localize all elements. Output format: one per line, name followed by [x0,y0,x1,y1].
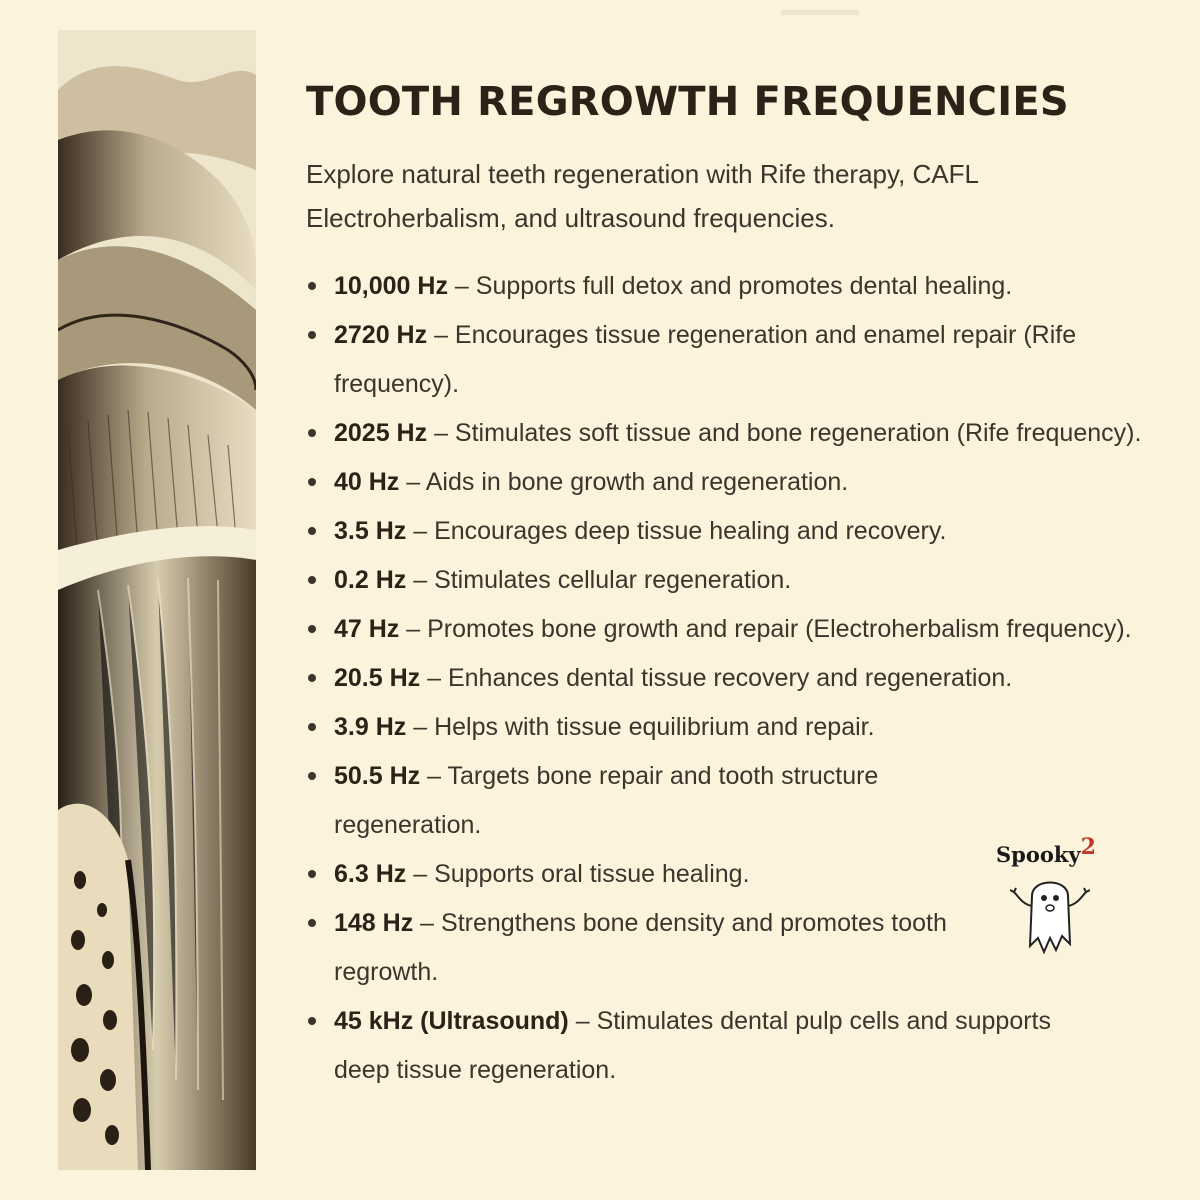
frequency-description: Helps with tissue equilibrium and repair. [434,713,875,741]
frequency-value: 50.5 Hz [334,762,421,790]
list-item [306,311,1146,409]
list-item [306,899,1054,997]
intro-text: Explore natural teeth regeneration with Rife therapy, CAFL Electroherbalism, and ultrasound frequencies. [306,159,979,233]
tooth-cross-section-icon [58,30,256,1170]
frequency-value: 6.3 Hz [334,860,407,888]
frequency-value: 47 Hz [334,615,400,643]
brand-text: Spooky [996,842,1081,867]
list-item [306,507,1146,556]
frequency-value: 3.5 Hz [334,517,407,545]
frequency-description: Strengthens bone density and promotes tooth regrowth. [334,909,947,986]
frequency-value: 2025 Hz [334,419,428,447]
separator: – [406,566,435,594]
tooth-illustration [58,30,256,1170]
list-item [306,654,1146,703]
list-item [306,262,1146,311]
frequency-description: Promotes bone growth and repair (Electroherbalism frequency). [427,615,1132,643]
frequency-description: Stimulates cellular regeneration. [434,566,792,594]
frequency-description: Encourages deep tissue healing and recovery. [434,517,947,545]
brand-name [996,834,1096,867]
separator: – [406,517,435,545]
frequency-description: Supports full detox and promotes dental healing. [475,272,1013,300]
list-item [306,997,1054,1095]
separator: – [447,272,476,300]
ghost-icon [1010,866,1090,962]
separator: – [406,860,435,888]
separator: – [568,1007,597,1035]
frequency-value: 10,000 Hz [334,272,448,300]
frequency-value: 0.2 Hz [334,566,407,594]
list-item [306,409,1146,458]
list-item [306,458,1146,507]
list-item [306,605,1146,654]
separator: – [413,909,442,937]
list-item [306,703,1146,752]
list-item [306,752,974,850]
frequency-description: Enhances dental tissue recovery and regeneration. [447,664,1013,692]
separator: – [420,762,448,790]
separator: – [399,468,426,496]
frequency-value: 2720 Hz [334,321,428,349]
frequency-value: 3.9 Hz [334,713,407,741]
separator: – [399,615,428,643]
frequency-value: 20.5 Hz [334,664,421,692]
frequency-list [306,262,1146,1095]
separator: – [427,321,455,349]
top-divider [780,10,860,15]
page-title: TOOTH REGROWTH FREQUENCIES [306,79,1069,125]
brand-superscript: 2 [1080,834,1096,860]
frequency-description: Targets bone repair and tooth structure regeneration. [334,762,879,839]
frequency-description: Encourages tissue regeneration and enamel repair (Rife frequency). [334,321,1077,398]
separator: – [420,664,448,692]
spooky2-logo [996,834,1096,964]
frequency-value: 148 Hz [334,909,414,937]
separator: – [406,713,435,741]
list-item [306,556,1146,605]
frequency-description: Aids in bone growth and regeneration. [425,468,849,496]
frequency-description: Stimulates soft tissue and bone regeneration (Rife frequency). [454,419,1142,447]
frequency-value: 45 kHz (Ultrasound) [334,1007,569,1035]
frequency-description: Supports oral tissue healing. [434,860,750,888]
separator: – [427,419,455,447]
frequency-description: Stimulates dental pulp cells and supports deep tissue regeneration. [334,1007,1051,1084]
frequency-value: 40 Hz [334,468,400,496]
